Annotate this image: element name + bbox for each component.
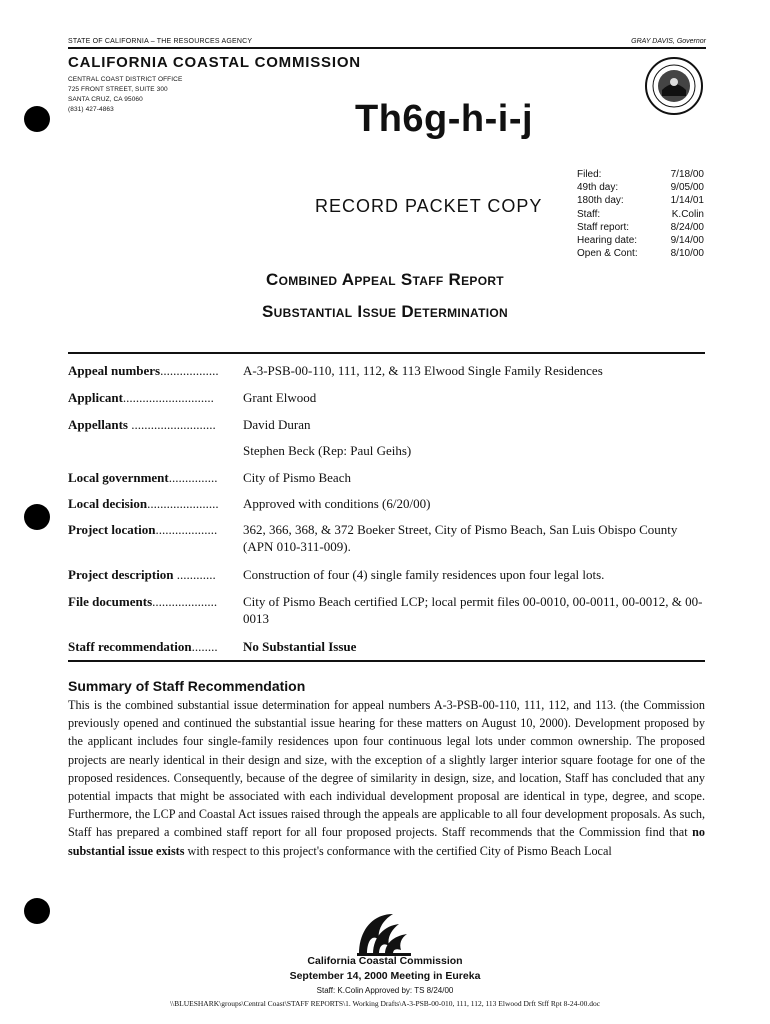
summary-heading: Summary of Staff Recommendation [68,678,306,694]
record-packet-stamp: RECORD PACKET COPY [315,196,543,216]
fields-top-rule [68,352,705,354]
footer-staff-approval: Staff: K.Colin Approved by: TS 8/24/00 [316,986,454,995]
binder-hole-bottom [24,898,50,924]
footer-org: California Coastal Commission [307,955,463,967]
state-seal-icon [644,56,704,116]
org-name: CALIFORNIA COASTAL COMMISSION [68,54,361,71]
filing-row: Staff: K.Colin [577,208,704,220]
report-subtitle: Substantial Issue Determination [262,302,508,321]
footer-meeting: September 14, 2000 Meeting in Eureka [289,970,481,982]
city-line: SANTA CRUZ, CA 95060 [68,96,143,103]
filing-row: Staff report: 8/24/00 [577,221,704,233]
filing-dates [577,168,704,260]
report-title: Combined Appeal Staff Report [266,270,504,289]
filing-row: 49th day: 9/05/00 [577,182,704,194]
governor-line: GRAY DAVIS, Governor [631,38,706,45]
coastal-commission-wave-logo-icon [353,910,415,956]
agency-line: STATE OF CALIFORNIA – THE RESOURCES AGENCY [68,38,253,45]
binder-hole-middle [24,504,50,530]
fields-bottom-rule [68,660,705,662]
filing-row: Filed: 7/18/00 [577,169,704,180]
office-line: CENTRAL COAST DISTRICT OFFICE [68,76,183,83]
filing-row: Hearing date: 9/14/00 [577,234,704,246]
filing-row: 180th day: 1/14/01 [577,195,704,207]
street-line: 725 FRONT STREET, SUITE 300 [68,86,168,93]
filing-row: Open & Cont: 8/10/00 [577,248,704,260]
summary-paragraph: This is the combined substantial issue determination for appeal numbers A-3-PSB-00-110, 111, 112, and 113. (the Commission previously opened and continued the substantial issue hearing for these matters on August 10, 2000). Development proposed by the applicant includes four single-family residences upon four continuous legal lots under common ownership. The proposed projects are nearly identical in their design and size, with the exception of a slightly larger interior square footage for one of the proposed residences. Consequently, because of the degree of similarity in design, size, and location, Staff has concluded that any potential impacts that might be associated with each individual development proposal are identical in type, degree, and scope. Furthermore, the LCP and Coastal Act issues raised through the appeals are applicable to all four development proposals. As such, Staff has prepared a combined staff report for all four proposed projects. Staff recommends that the Commission find that no substantial issue exists with respect to this project's conformance with the certified City of Pismo Beach Local [68,698,705,858]
header-rule [68,47,706,49]
footer-file-path: \\BLUESHARK\groups\Central Coast\STAFF REPORTS\1. Working Drafts\A-3-PSB-00-010, 111, 112, 113 Elwood Drft Stff Rpt 8-24-00.doc [169,999,601,1008]
binder-hole-top [24,106,50,132]
phone-line: (831) 427-4863 [68,106,114,113]
agenda-item-code: Th6g-h-i-j [355,98,534,140]
